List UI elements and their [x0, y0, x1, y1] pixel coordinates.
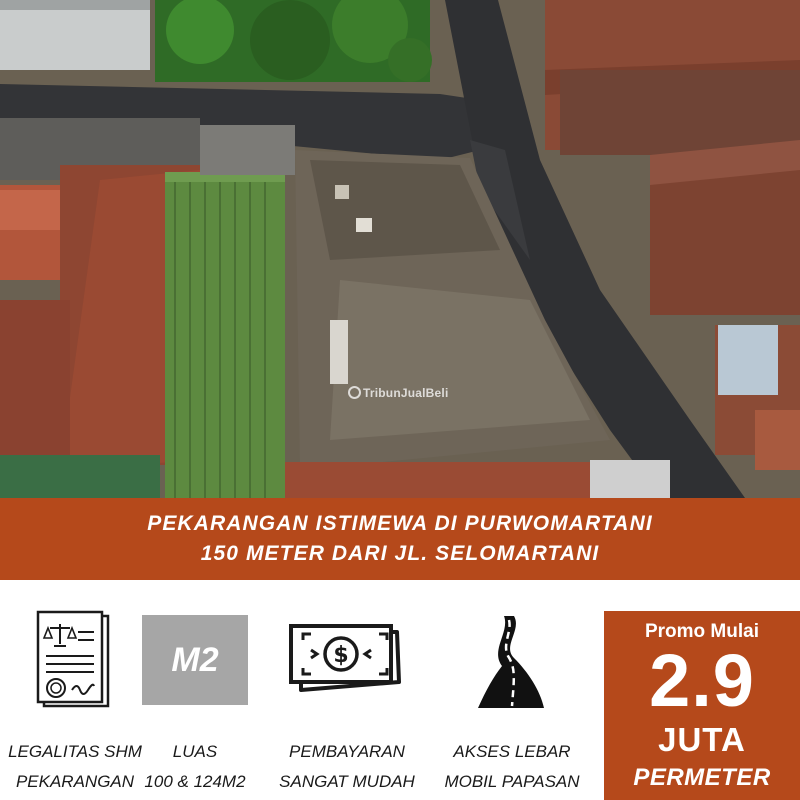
- headline-line-1: PEKARANGAN ISTIMEWA DI PURWOMARTANI: [147, 512, 653, 535]
- feature-payment-line-2: SANGAT MUDAH: [279, 772, 415, 791]
- promo-per-meter: PERMETER: [633, 764, 771, 791]
- promo-label: Promo Mulai: [644, 621, 759, 642]
- m2-area-tile: M2: [142, 615, 248, 705]
- features-row: [0, 580, 600, 800]
- feature-area-line-2: 100 & 124M2: [144, 772, 246, 791]
- cash-payment-icon: [287, 610, 407, 710]
- headline-banner: [0, 498, 800, 580]
- promo-box: [604, 611, 800, 800]
- feature-legality-line-2: PEKARANGAN: [15, 772, 135, 791]
- promo-price: 2.9: [649, 639, 755, 722]
- feature-payment-line-1: PEMBAYARAN: [289, 742, 405, 761]
- feature-payment-caption: [262, 737, 432, 797]
- watermark: [348, 386, 448, 400]
- feature-access: [437, 580, 587, 800]
- watermark-logo-icon: [348, 386, 361, 399]
- feature-area-caption: [110, 737, 280, 797]
- headline-line-2: 150 METER DARI JL. SELOMARTANI: [200, 542, 600, 565]
- legal-document-icon: [30, 610, 120, 710]
- feature-payment: [272, 580, 422, 800]
- svg-text:$: $: [333, 643, 349, 668]
- feature-access-line-1: AKSES LEBAR: [453, 742, 571, 761]
- road-icon: [462, 610, 562, 710]
- watermark-text: TribunJualBeli: [363, 386, 449, 400]
- feature-legality-line-1: LEGALITAS SHM: [8, 742, 142, 761]
- feature-area-line-1: LUAS: [172, 742, 218, 761]
- promo-unit: JUTA: [658, 721, 746, 758]
- feature-access-line-2: MOBIL PAPASAN: [444, 772, 580, 791]
- feature-area: [120, 580, 270, 800]
- feature-access-caption: [427, 737, 597, 797]
